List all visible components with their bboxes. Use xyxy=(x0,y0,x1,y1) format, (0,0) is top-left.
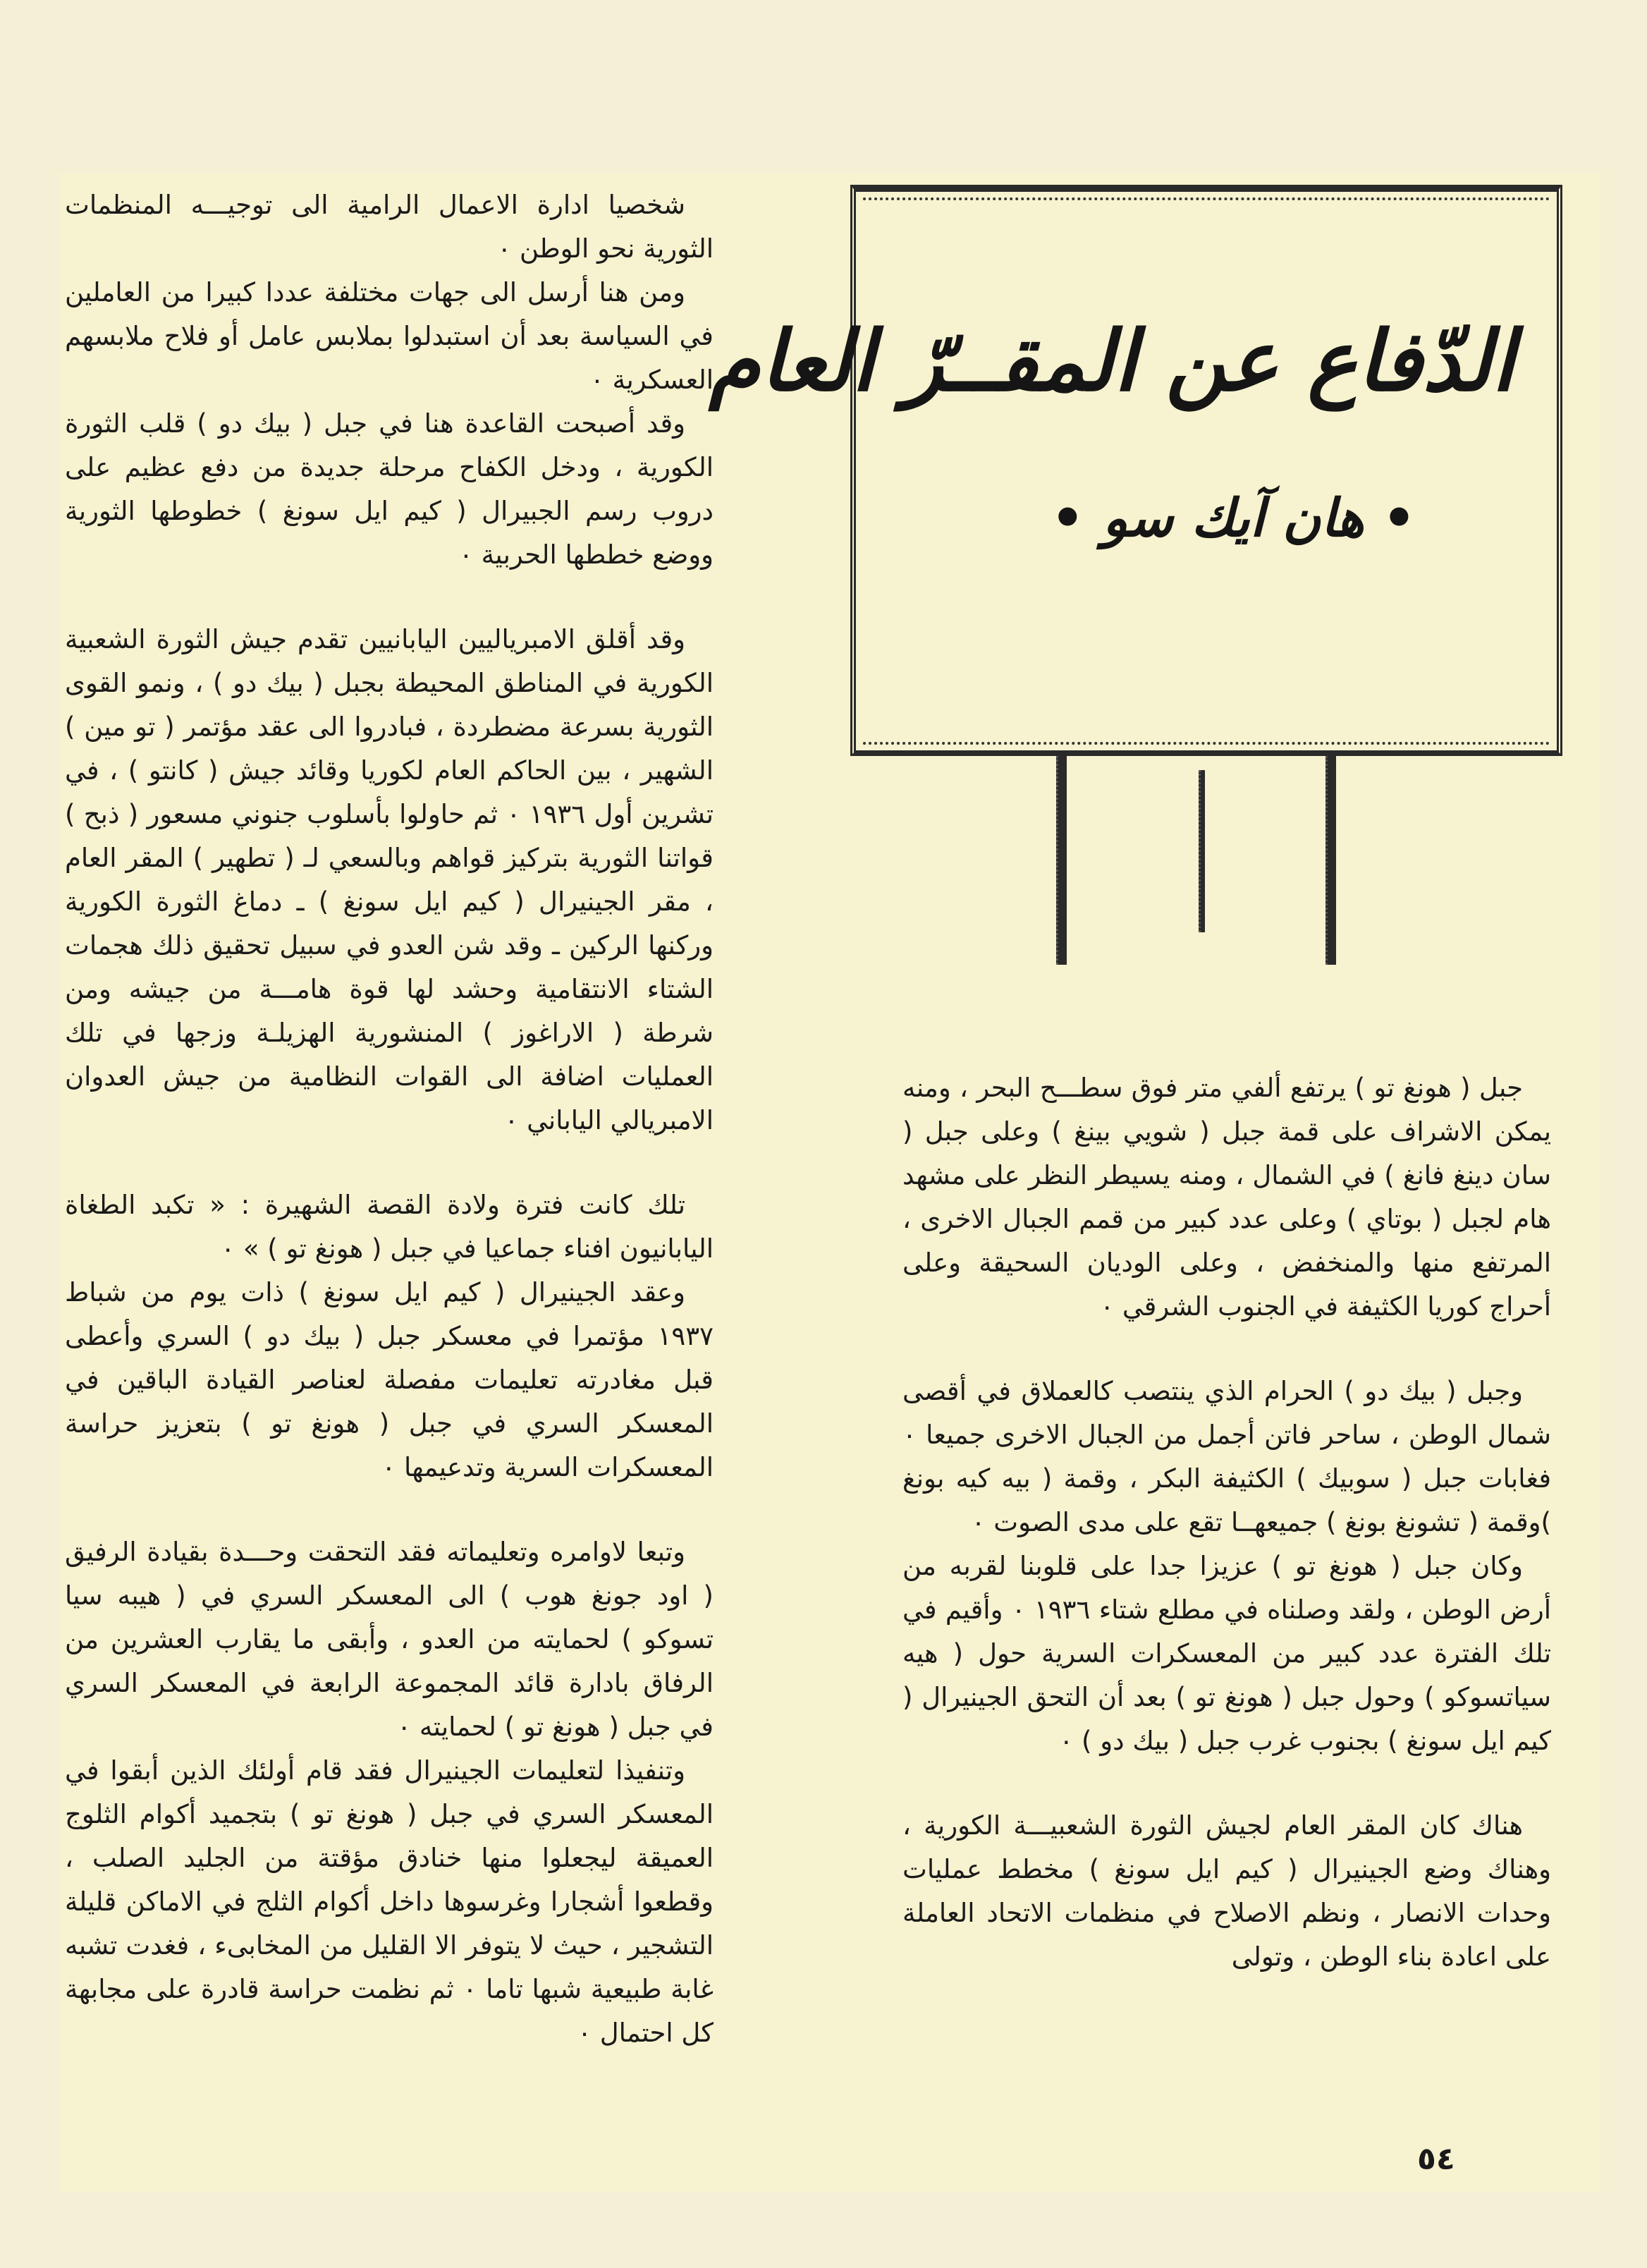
article-author: • هان آيك سو • xyxy=(1051,488,1416,549)
paragraph: شخصيا ادارة الاعمال الرامية الى توجيـــه المنظمات الثورية نحو الوطن ٠ xyxy=(65,190,714,264)
paragraph: وقد أقلق الامبرياليين اليابانيين تقدم جيش الثورة الشعبية الكورية في المناطق المحيطة بجبل ( بيك دو ) ، ونمو القوى الثورية بسرعة مضطردة ، فبادروا الى عقد مؤتمر ( تو مين ) الشهير ، بين الحاكم العام لكوريا وقائد جيش ( كانتو ) ، في تشرين أول ١٩٣٦ ٠ ثم حاولوا بأسلوب جنوني مسعور ( ذبح ) قواتنا الثورية بتركيز قواهم وبالسعي لـ ( تطهير ) المقر العام ، مقر الجينيرال ( كيم ايل سونغ ) ـ دماغ الثورة الكورية وركنها الركين ـ وقد شن العدو في سبيل تحقيق ذلك هجمات الشتاء الانتقامية وحشد لها قوة هامـــة من جيشه ومن شرطة ( الاراغوز ) المنشورية الهزيلـة وزجها في تلك العمليات اضافة الى القوات النظامية من جيش العدوان الامبريالي الياباني ٠ xyxy=(65,624,714,1135)
paragraph: وعقد الجينيرال ( كيم ايل سونغ ) ذات يوم من شباط ١٩٣٧ مؤتمرا في معسكر جبل ( بيك دو ) السري وأعطى قبل مغادرته تعليمات مفصلة لعناصر القيادة الباقين في المعسكر السري في جبل ( هونغ تو ) بتعزيز حراسة المعسكرات السرية وتدعيمها ٠ xyxy=(65,1277,714,1482)
paragraph: هناك كان المقر العام لجيش الثورة الشعبيـــة الكورية ، وهناك وضع الجينيرال ( كيم ايل سونغ ) مخطط عمليات وحدات الانصار ، ونظم الاصلاح في منظمات الاتحاد العاملة على اعادة بناء الوطن ، وتولى xyxy=(902,1810,1551,1972)
paragraph: وجبل ( بيك دو ) الحرام الذي ينتصب كالعملاق في أقصى شمال الوطن ، ساحر فاتن أجمل من الجبال الاخرى جميعا ٠ فغابات جبل ( سوبيك ) الكثيفة البكر ، وقمة ( بيه كيه بونغ )وقمة ( تشونغ بونغ ) جميعهــا تقع على مدى الصوت ٠ xyxy=(902,1376,1551,1537)
paragraph: جبل ( هونغ تو ) يرتفع ألفي متر فوق سطـــح البحر ، ومنه يمكن الاشراف على قمة جبل ( شويي بينغ ) وعلى جبل ( سان دينغ فانغ ) في الشمال ، ومنه يسيطر النظر على مشهد هام لجبل ( بوتاي ) وعلى عدد كبير من قمم الجبال الاخرى ، المرتفع منها والمنخفض ، وعلى الوديان السحيقة وعلى أحراج كوريا الكثيفة في الجنوب الشرقي ٠ xyxy=(902,1073,1551,1322)
page-number: ٥٤ xyxy=(1417,2141,1455,2177)
title-frame xyxy=(709,185,1562,756)
paragraph: وكان جبل ( هونغ تو ) عزيزا جدا على قلوبنا لقربه من أرض الوطن ، ولقد وصلناه في مطلع شتاء ١٩٣٦ ٠ وأقيم في تلك الفترة عدد كبير من المعسكرات السرية حول ( هيه سياتسوكو ) وحول جبل ( هونغ تو ) بعد أن التحق الجينيرال ( كيم ايل سونغ ) بجنوب غرب جبل ( بيك دو ) ٠ xyxy=(902,1551,1551,1756)
left-text-column xyxy=(65,183,714,2055)
paragraph: وتبعا لاوامره وتعليماته فقد التحقت وحـــدة بقيادة الرفيق ( اود جونغ هوب ) الى المعسكر السري في ( هيبه سيا تسوكو ) لحمايته من العدو ، وأبقى ما يقارب العشرين من الرفاق بادارة قائد المجموعة الرابعة في المعسكر السري في جبل ( هونغ تو ) لحمايته ٠ xyxy=(65,1537,714,1742)
paragraph: ومن هنا أرسل الى جهات مختلفة عددا كبيرا من العاملين في السياسة بعد أن استبدلوا بملابس عامل أو فلاح ملابسهم العسكرية ٠ xyxy=(65,277,714,395)
paragraph: وتنفيذا لتعليمات الجينيرال فقد قام أولئك الذين أبقوا في المعسكر السري في جبل ( هونغ تو ) بتجميد أكوام الثلوج العميقة ليجعلوا منها خنادق مؤقتة من الجليد الصلب ، وقطعوا أشجارا وغرسوها داخل أكوام الثلج في الاماكن قليلة التشجير ، حيث لا يتوفر الا القليل من المخابىء ، فغدت تشبه غابة طبيعية شبها تاما ٠ ثم نظمت حراسة قادرة على مجابهة كل احتمال ٠ xyxy=(65,1755,714,2048)
paragraph: وقد أصبحت القاعدة هنا في جبل ( بيك دو ) قلب الثورة الكورية ، ودخل الكفاح مرحلة جديدة من دفع عظيم على دروب رسم الجبيرال ( كيم ايل سونغ ) خطوطها الثورية ووضع خططها الحربية ٠ xyxy=(65,408,714,570)
right-text-column xyxy=(902,1066,1551,1979)
frame-stem-right xyxy=(1325,756,1336,965)
frame-stem-middle xyxy=(1199,770,1205,932)
frame-stem-left xyxy=(1056,756,1067,965)
article-title: الدّفاع عن المقــرّ العام xyxy=(709,312,1514,410)
paragraph: تلك كانت فترة ولادة القصة الشهيرة : « تكبد الطغاة اليابانيون افناء جماعيا في جبل ( هونغ تو ) » ٠ xyxy=(65,1190,714,1264)
